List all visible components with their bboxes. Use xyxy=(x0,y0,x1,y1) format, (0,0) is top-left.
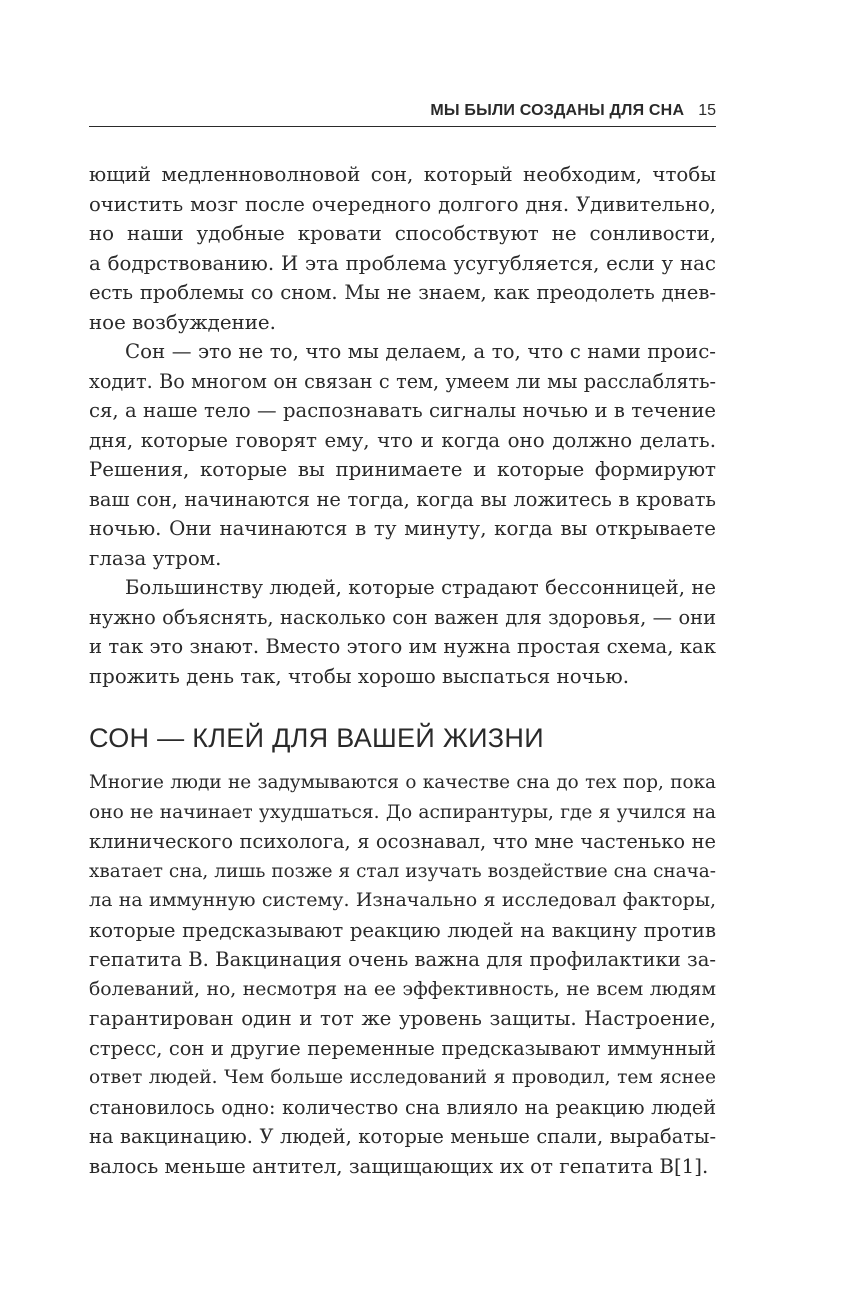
running-title: МЫ БЫЛИ СОЗДАНЫ ДЛЯ СНА xyxy=(430,102,685,119)
text-line: ходит. Во многом он связан с тем, умеем ли мы расслаблять- xyxy=(89,369,716,393)
text-line: прожить день так, чтобы хорошо выспаться ночью. xyxy=(89,664,629,688)
text-line: гарантирован один и тот же уровень защиты. Настроение, xyxy=(89,1007,716,1030)
running-header xyxy=(89,96,716,127)
text-line: Сон — это не то, что мы делаем, а то, что с нами проис- xyxy=(125,340,716,363)
text-line: хватает сна, лишь позже я стал изучать воздействие сна снача- xyxy=(89,860,716,882)
section-heading: СОН — КЛЕЙ ДЛЯ ВАШЕЙ ЖИЗНИ xyxy=(89,723,544,753)
text-line: нужно объяснять, насколько сон важен для здоровья, — они xyxy=(89,605,716,629)
text-line: которые предсказывают реакцию людей на вакцину против xyxy=(89,918,716,942)
text-line: ющий медленноволновой сон, который необходим, чтобы xyxy=(89,163,716,186)
page-number: 15 xyxy=(698,102,716,119)
text-line: оно не начинает ухудшаться. До аспирантуры, где я учился на xyxy=(89,801,716,823)
text-line: на вакцинацию. У людей, которые меньше спали, вырабаты- xyxy=(89,1125,716,1148)
text-line: Решения, которые вы принимаете и которые формируют xyxy=(89,458,716,481)
text-line: но наши удобные кровати способствуют не сонливости, xyxy=(89,222,716,245)
body-text-block-1 xyxy=(89,160,716,691)
text-line: дня, которые говорят ему, что и когда оно должно делать. xyxy=(89,428,716,452)
text-line: ное возбуждение. xyxy=(89,310,276,334)
text-line: Многие люди не задумываются о качестве сна до тех пор, пока xyxy=(89,772,716,793)
text-line: ваш сон, начинаются не тогда, когда вы ложитесь в кровать xyxy=(89,487,716,511)
text-line: а бодрствованию. И эта проблема усугубляется, если у нас xyxy=(89,251,716,275)
text-line: становилось одно: количество сна влияло на реакцию людей xyxy=(89,1095,716,1119)
text-line: клинического психолога, я осознавал, что мне частенько не xyxy=(89,830,716,853)
body-text-block-2 xyxy=(89,768,716,1181)
text-line: глаза утром. xyxy=(89,546,222,570)
text-line: есть проблемы со сном. Мы не знаем, как преодолеть днев- xyxy=(89,281,716,304)
text-line: гепатита В. Вакцинация очень важна для профилактики за- xyxy=(89,948,716,971)
text-line: ночью. Они начинаются в ту минуту, когда вы открываете xyxy=(89,517,716,540)
text-line: валось меньше антител, защищающих их от гепатита В[1]. xyxy=(89,1154,709,1178)
text-line: болеваний, но, несмотря на ее эффективность, не всем людям xyxy=(89,978,716,1000)
text-line: очистить мозг после очередного долгого дня. Удивительно, xyxy=(89,192,716,216)
text-line: ответ людей. Чем больше исследований я проводил, тем яснее xyxy=(89,1067,716,1088)
text-line: ся, а наше тело — распознавать сигналы ночью и в течение xyxy=(89,399,716,422)
text-line: и так это знают. Вместо этого им нужна простая схема, как xyxy=(89,635,716,658)
text-line: стресс, сон и другие переменные предсказывают иммунный xyxy=(89,1036,716,1060)
text-line: ла на иммунную систему. Изначально я исследовал факторы, xyxy=(89,889,716,911)
text-line: Большинству людей, которые страдают бессонницей, не xyxy=(125,576,716,599)
